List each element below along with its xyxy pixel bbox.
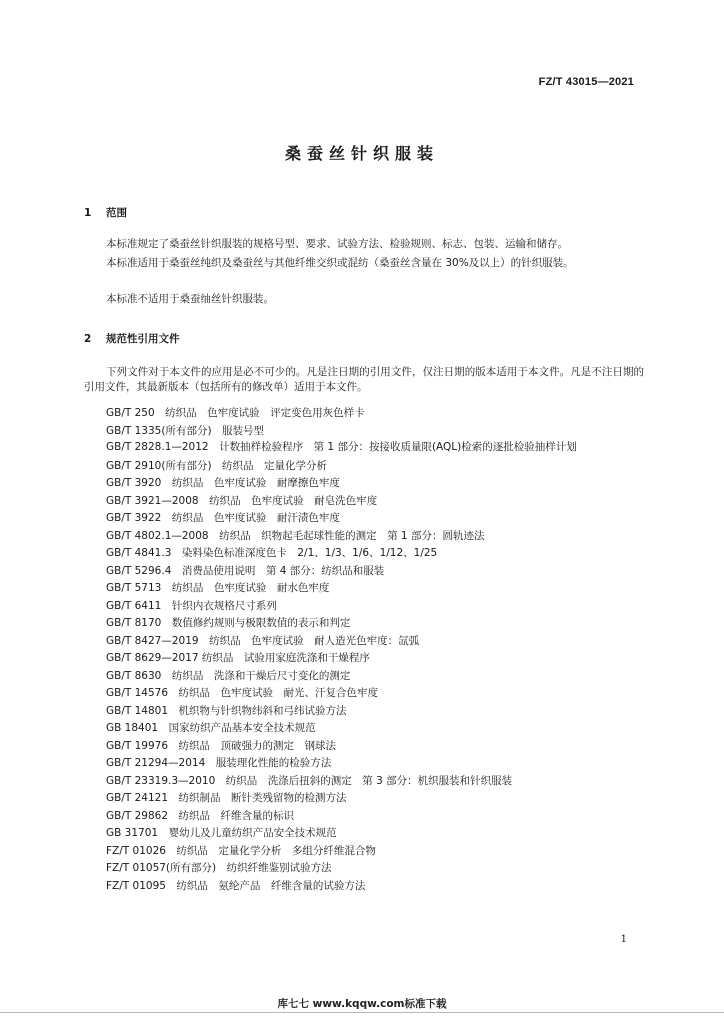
- reference-item: GB/T 250 纺织品 色牢度试验 评定变色用灰色样卡: [106, 407, 365, 419]
- reference-item: FZ/T 01057(所有部分) 纺织纤维鉴别试验方法: [106, 862, 332, 874]
- section-2-title: 规范性引用文件: [106, 333, 180, 345]
- section-1-heading: [84, 205, 127, 220]
- reference-item: GB/T 8629—2017 纺织品 试验用家庭洗涤和干燥程序: [106, 652, 370, 664]
- references-intro: 下列文件对于本文件的应用是必不可少的。凡是注日期的引用文件，仅注日期的版本适用于本文件。凡是不注日期的引用文件，其最新版本（包括所有的修改单）适用于本文件。: [84, 366, 644, 393]
- scope-paragraph-2: 本标准适用于桑蚕丝纯织及桑蚕丝与其他纤维交织或混纺（桑蚕丝含量在 30%及以上）的针织服装。: [106, 257, 574, 269]
- reference-item: FZ/T 01095 纺织品 氨纶产品 纤维含量的试验方法: [106, 879, 366, 892]
- reference-item: GB/T 8630 纺织品 洗涤和干燥后尺寸变化的测定: [106, 669, 351, 682]
- reference-item: GB/T 4841.3 染料染色标准深度色卡 2/1、1/3、1/6、1/12、1/25: [106, 547, 438, 559]
- section-1-title: 范围: [106, 207, 127, 219]
- section-2-heading: [84, 331, 180, 346]
- reference-item: GB/T 8427—2019 纺织品 色牢度试验 耐人造光色牢度：氙弧: [106, 634, 420, 647]
- reference-item: GB/T 1335(所有部分) 服装号型: [106, 424, 265, 437]
- section-2-number: 2: [84, 333, 92, 345]
- reference-item: GB/T 2828.1—2012 计数抽样检验程序 第 1 部分：按接收质量限(AQL)检索的逐批检验抽样计划: [106, 441, 577, 453]
- reference-item: GB/T 4802.1—2008 纺织品 织物起毛起球性能的测定 第 1 部分：圆轨迹法: [106, 529, 485, 542]
- section-1-number: 1: [84, 207, 92, 219]
- reference-item: FZ/T 01026 纺织品 定量化学分析 多组分纤维混合物: [106, 844, 376, 857]
- reference-item: GB/T 5296.4 消费品使用说明 第 4 部分：纺织品和服装: [106, 564, 385, 577]
- document-title: 桑蚕丝针织服装: [284, 144, 439, 163]
- reference-item: GB/T 2910(所有部分) 纺织品 定量化学分析: [106, 459, 328, 472]
- reference-item: GB/T 21294—2014 服装理化性能的检验方法: [106, 757, 332, 769]
- page-number: 1: [620, 934, 627, 945]
- scope-paragraph-3: 本标准不适用于桑蚕䌷丝针织服装。: [106, 293, 274, 305]
- reference-item: GB/T 3920 纺织品 色牢度试验 耐摩擦色牢度: [106, 477, 340, 489]
- footer-watermark-text: 库七七 www.kqqw.com标准下载: [277, 998, 447, 1010]
- footer-divider: [0, 1012, 724, 1013]
- reference-item: GB/T 3922 纺织品 色牢度试验 耐汗渍色牢度: [106, 512, 340, 524]
- reference-item: GB/T 29862 纺织品 纤维含量的标识: [106, 809, 295, 822]
- reference-item: GB/T 14801 机织物与针织物纬斜和弓纬试验方法: [106, 704, 347, 717]
- reference-item: GB/T 5713 纺织品 色牢度试验 耐水色牢度: [106, 582, 330, 594]
- reference-item: GB/T 6411 针织内衣规格尺寸系列: [106, 599, 277, 612]
- scope-paragraph-1: 本标准规定了桑蚕丝针织服装的规格号型、要求、试验方法、检验规则、标志、包装、运输和储存。: [106, 238, 568, 250]
- normative-references-list: [84, 405, 644, 895]
- reference-item: GB/T 3921—2008 纺织品 色牢度试验 耐皂洗色牢度: [106, 494, 378, 507]
- reference-item: GB 31701 婴幼儿及儿童纺织产品安全技术规范: [106, 827, 337, 839]
- standard-number: FZ/T 43015—2021: [538, 76, 634, 88]
- reference-item: GB 18401 国家纺织产品基本安全技术规范: [106, 722, 316, 734]
- reference-item: GB/T 24121 纺织制品 断针类残留物的检测方法: [106, 792, 347, 804]
- reference-item: GB/T 19976 纺织品 顶破强力的测定 钢球法: [106, 739, 337, 752]
- reference-item: GB/T 23319.3—2010 纺织品 洗涤后扭斜的测定 第 3 部分：机织服装和针织服装: [106, 774, 513, 787]
- reference-item: GB/T 8170 数值修约规则与极限数值的表示和判定: [106, 617, 351, 629]
- reference-item: GB/T 14576 纺织品 色牢度试验 耐光、汗复合色牢度: [106, 687, 379, 699]
